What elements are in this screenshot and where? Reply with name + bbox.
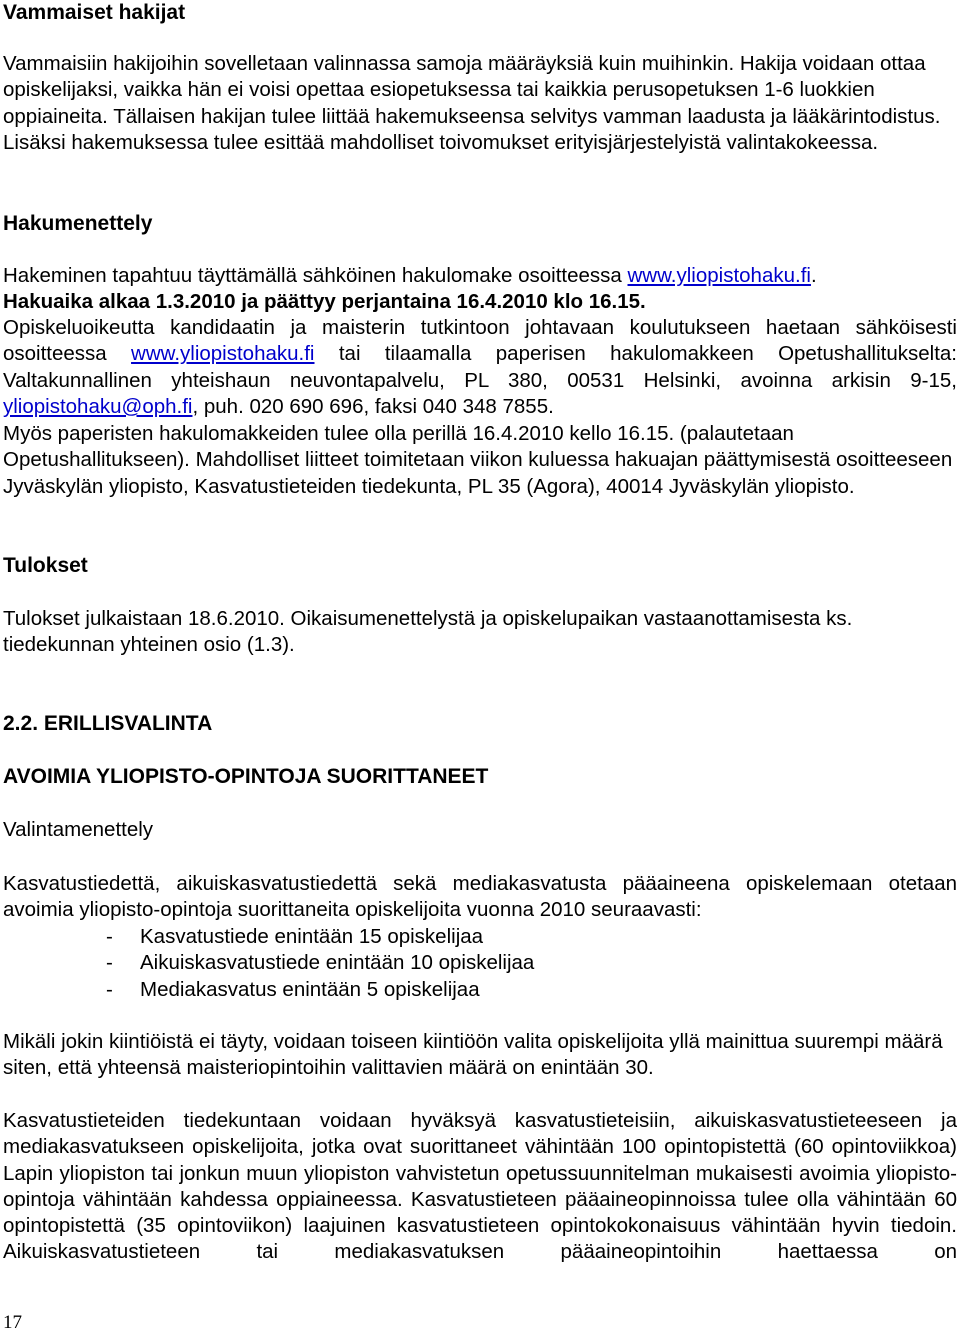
- list-item-text: Kasvatustiede enintään 15 opiskelijaa: [140, 925, 484, 948]
- heading-hakumenettely: Hakumenettely: [3, 212, 153, 235]
- paragraph-paperiset: Myös paperisten hakulomakkeiden tulee olla perillä 16.4.2010 kello 16.15. (palautetaan Opetushallitukseen). Mahdolliset liitteet toimitetaan viikon kuluessa hakuajan päättymisestä osoitteeseen Jyväskylän yliopisto, Kasvatustieteiden tiedekunta, PL 35 (Agora), 40014 Jyväskylän yliopisto.: [3, 422, 953, 498]
- yliopistohaku-link-2[interactable]: www.yliopistohaku.fi: [131, 342, 315, 366]
- paragraph-hakeminen: [3, 263, 957, 289]
- quota-list: [3, 924, 957, 1003]
- opiskeluoikeutta-text-b: tai tilaamalla paperisen hakulomakkeen Opetushallitukselta: Valtakunnallinen yhteishaun neuvontapalvelu, PL 380, 00531 Helsinki, avoinna arkisin 9-15,: [3, 342, 957, 392]
- list-item: [3, 977, 957, 1003]
- paragraph-mikali: Mikäli jokin kiintiöistä ei täyty, voidaan toiseen kiintiöön valita opiskelijoita yllä mainittua suurempi määrä siten, että yhteensä maisteriopintoihin valittavien määrä on enintään 30.: [3, 1030, 943, 1080]
- paragraph-tulokset: Tulokset julkaistaan 18.6.2010. Oikaisumenettelystä ja opiskelupaikan vastaanottamisesta ks. tiedekunnan yhteinen osio (1.3).: [3, 607, 853, 657]
- heading-vammaiset: Vammaiset hakijat: [3, 1, 186, 24]
- list-item: [3, 924, 957, 950]
- list-item-text: Aikuiskasvatustiede enintään 10 opiskelijaa: [140, 951, 535, 975]
- heading-valintamenettely: Valintamenettely: [3, 818, 154, 841]
- paragraph-vammaiset: Vammaisiin hakijoihin sovelletaan valinnassa samoja määräyksiä kuin muihinkin. Hakija voidaan ottaa opiskelijaksi, vaikka hän ei voisi opettaa esiopetuksessa tai kaikkia perusopetuksen 1-6 luokkien oppiaineita. Tällaisen hakijan tulee liittää hakemukseensa selvitys vamman laadusta ja lääkärintodistus. Lisäksi hakemuksessa tulee esittää mahdolliset toivomukset erityisjärjestelyistä valintakokeessa.: [3, 52, 941, 154]
- opiskeluoikeutta-text-a: Opiskeluoikeutta kandidaatin ja maisterin tutkintoon johtavaan koulutukseen haetaan sähköisesti osoitteessa: [3, 316, 957, 366]
- heading-tulokset: Tulokset: [3, 554, 88, 577]
- heading-avoimia: AVOIMIA YLIOPISTO-OPINTOJA SUORITTANEET: [3, 765, 489, 788]
- list-item: [3, 950, 957, 976]
- email-link[interactable]: yliopistohaku@oph.fi: [3, 394, 193, 418]
- hakeminen-end: .: [810, 264, 817, 287]
- heading-erillisvalinta: 2.2. ERILLISVALINTA: [3, 712, 213, 735]
- list-dash: -: [106, 925, 113, 948]
- hakeminen-text: Hakeminen tapahtuu täyttämällä sähköinen hakulomake osoitteessa: [3, 264, 622, 287]
- page-number: 17: [3, 1312, 22, 1333]
- opiskeluoikeutta-text-c: , puh. 020 690 696, faksi 040 348 7855.: [192, 394, 554, 418]
- yliopistohaku-link[interactable]: www.yliopistohaku.fi: [627, 264, 811, 287]
- list-dash: -: [106, 977, 113, 1001]
- paragraph-kasvatustieteiden: Kasvatustieteiden tiedekuntaan voidaan hyväksyä kasvatustieteisiin, aikuiskasvatustieteeseen ja mediakasvatukseen opiskelijoita, jotka ovat suorittaneet vähintään 100 opintopistettä (60 opintoviikkoa) Lapin yliopiston tai jonkun muun yliopiston vahvistetun opetussuunnitelman mukaisesti avoimia yliopisto-opintoja vähintään kahdessa oppiaineessa. Kasvatustieteen pääaineopinnoissa tulee olla vähintään 60 opintopistettä (35 opintoviikon) laajuinen kasvatustieteen opintokokonaisuus vähintään hyvin tiedoin. Aikuiskasvatustieteen tai mediakasvatuksen pääaineopintoihin haettaessa on: [3, 1109, 957, 1264]
- hakuaika-line: Hakuaika alkaa 1.3.2010 ja päättyy perjantaina 16.4.2010 klo 16.15.: [3, 290, 646, 313]
- paragraph-opiskeluoikeutta: [3, 315, 957, 420]
- list-dash: -: [106, 951, 113, 975]
- list-item-text: Mediakasvatus enintään 5 opiskelijaa: [140, 977, 480, 1001]
- paragraph-intro: Kasvatustiedettä, aikuiskasvatustiedettä sekä mediakasvatusta pääaineena opiskelemaan otetaan avoimia yliopisto-opintoja suorittaneita opiskelijoita vuonna 2010 seuraavasti:: [3, 872, 957, 922]
